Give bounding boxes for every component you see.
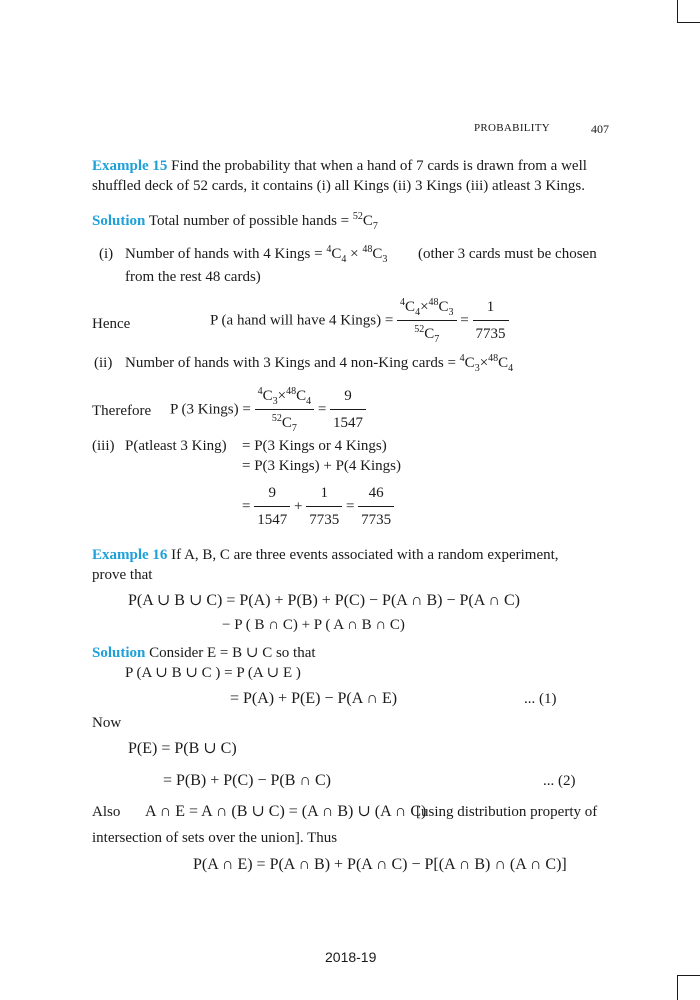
running-header [474,122,550,134]
part-iii-line-1: = P(3 Kings or 4 Kings) [242,438,387,454]
part-i-rest: (other 3 cards must be chosen [418,246,597,262]
part-ii-line: Number of hands with 3 Kings and 4 non-King cards = $^4C_3\times^{48}C_4$ [125,353,514,374]
solution-16-line-2: = P(A) + P(E) − P(A ∩ E) [230,690,398,707]
solution-15-intro-text: Total number of possible hands = [148,213,353,229]
p-four-kings: P (a hand will have 4 Kings) = $\frac{^4C_4\times^{48}C_3}{^{52}C_7}$ = $\frac{1}{7735}$ [210,296,509,345]
solution-16-label: Solution [92,645,146,661]
also-tail: [using distribution property of [416,804,598,820]
pe-line-2: = P(B) + P(C) − P(B ∩ C) [163,772,331,789]
part-iii-line-2: = P(3 Kings) + P(4 Kings) [242,458,402,474]
crop-mark-bottom [677,975,678,1000]
comb-4c4-48c3: $^4C_4 \times ^{48}C_3$ [326,244,388,265]
fraction-1-7735: $\frac{1}{7735}$ [473,296,509,345]
example-16-text-1: If A, B, C are three events associated with a random experiment, [171,547,559,563]
equation-tag-2: ... (2) [543,773,576,789]
example-15-label: Example 15 [92,158,168,174]
therefore-label: Therefore [92,403,152,419]
now-label: Now [92,715,122,731]
also-continuation: intersection of sets over the union]. Thus [92,830,338,846]
solution-15-intro [92,210,378,232]
solution-15-label: Solution [92,213,146,229]
footer-year: 2018-19 [325,949,377,965]
example-15-text-1: Find the probability that when a hand of 7 cards is drawn from a well [171,158,587,174]
crop-mark-top [677,0,678,22]
example-16-line-1 [92,544,559,566]
p-three-kings: P (3 Kings) = $\frac{^4C_3\times^{48}C_4}{^{52}C_7}$ = $\frac{9}{1547}$ [170,385,366,434]
final-equation: P(A ∩ E) = P(A ∩ B) + P(A ∩ C) − P[(A ∩ B) ∩ (A ∩ C)] [193,856,567,873]
running-title: PROBABILITY [474,122,551,134]
example-16-equation-2: − P ( B ∩ C) + P ( A ∩ B ∩ C) [222,617,405,633]
solution-16-line-1: P (A ∪ B ∪ C ) = P (A ∪ E ) [125,665,301,681]
comb-52-7: $^{52}C_7$ [352,211,378,232]
also-label: Also [92,804,121,820]
solution-16-intro-text: Consider E = B ∪ C so that [149,645,316,661]
solution-16-intro [92,642,316,664]
fraction-9-1547: $\frac{9}{1547}$ [330,385,366,434]
part-iii-number: (iii) [92,438,115,454]
fraction-4-kings: $\frac{^4C_4\times^{48}C_3}{^{52}C_7}$ [397,296,457,345]
comb-4c3-48c4: $^4C_3\times^{48}C_4$ [459,353,514,374]
example-15-line-1 [92,155,587,177]
part-iii-label: P(atleast 3 King) [125,438,227,454]
equation-tag-1: ... (1) [524,691,557,707]
part-i-continuation: from the rest 48 cards) [125,269,261,285]
part-i-number: (i) [99,246,114,262]
also-equation: A ∩ E = A ∩ (B ∪ C) = (A ∩ B) ∪ (A ∩ C) [145,803,427,820]
example-15-line-2: shuffled deck of 52 cards, it contains (i) all Kings (ii) 3 Kings (iii) atleast 3 Kings. [92,178,585,194]
part-i-line: Number of hands with 4 Kings = $^4C_4 \times ^{48}C_3$ [125,244,388,265]
fraction-3-kings: $\frac{^4C_3\times^{48}C_4}{^{52}C_7}$ [255,385,315,434]
crop-mark-top-h [677,22,700,23]
page-number: 407 [591,122,609,136]
part-iii-sum: = $\frac{9}{1547}$ + $\frac{1}{7735}$ = $\frac{46}{7735}$ [242,482,394,531]
example-16-label: Example 16 [92,547,168,563]
part-ii-number: (ii) [94,355,113,371]
hence-label: Hence [92,316,131,332]
crop-mark-bottom-h [677,975,700,976]
pe-line-1: P(E) = P(B ∪ C) [128,740,237,757]
example-16-line-2: prove that [92,567,153,583]
example-16-equation-1: P(A ∪ B ∪ C) = P(A) + P(B) + P(C) − P(A ∩ B) − P(A ∩ C) [128,592,520,609]
